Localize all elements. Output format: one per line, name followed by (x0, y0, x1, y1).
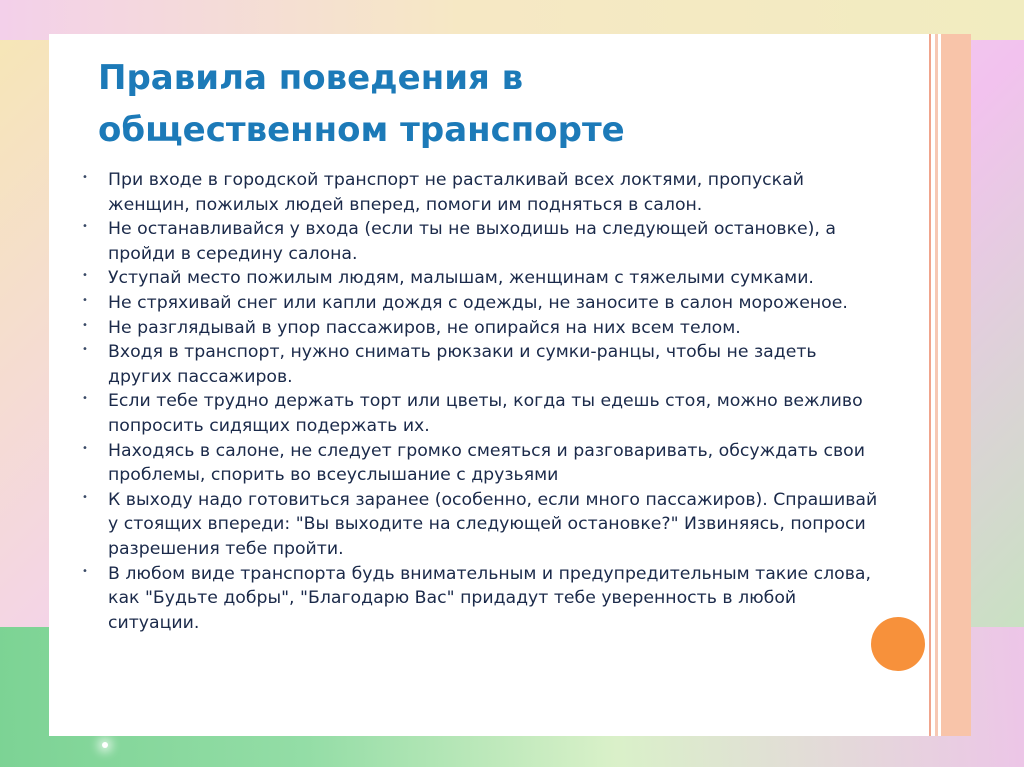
rule-item (82, 266, 882, 291)
rule-text: Если тебе трудно держать торт или цветы, когда ты едешь стоя, можно вежливо попросить сидящих подержать их. (108, 391, 863, 436)
slide-title-line: Правила поведения в (98, 58, 524, 98)
rule-item (82, 562, 882, 636)
rule-text: Уступай место пожилым людям, малышам, женщинам с тяжелыми сумками. (108, 268, 814, 289)
dot-icon: • (82, 294, 88, 306)
rule-item (82, 168, 882, 217)
rule-text: Не стряхивай снег или капли дождя с одежды, не заносите в салон мороженое. (108, 292, 848, 313)
rule-item (82, 316, 882, 341)
rule-item (82, 340, 882, 389)
rule-text: Входя в транспорт, нужно снимать рюкзаки и сумки-ранцы, чтобы не задеть других пассажиров. (108, 342, 817, 387)
slide-border-stripe (929, 34, 931, 736)
slide-title (98, 52, 858, 156)
rule-text: Находясь в салоне, не следует громко смеяться и разговаривать, обсуждать свои проблемы, спорить во всеуслышание с друзьями (108, 440, 865, 486)
dot-icon: • (82, 491, 88, 503)
rule-item (82, 389, 882, 438)
slide-title-line: общественном транспорте (98, 110, 625, 150)
rule-text: Не останавливайся у входа (если ты не выходишь на следующей остановке), а пройди в середину салона. (108, 219, 836, 264)
dot-icon: • (82, 270, 88, 282)
rule-text: При входе в городской транспорт не расталкивай всех локтями, пропускай женщин, пожилых людей вперед, помоги им подняться в салон. (108, 170, 804, 215)
dot-icon: • (82, 221, 88, 233)
rule-item (82, 439, 882, 488)
dot-icon: • (82, 393, 88, 405)
dot-icon: • (82, 565, 88, 577)
rule-text: К выходу надо готовиться заранее (особенно, если много пассажиров). Спрашивай у стоящих впереди: "Вы выходите на следующей остановке?" Извиняясь, попроси разрешения тебе пройти. (108, 489, 878, 559)
dot-icon: • (82, 172, 88, 183)
rule-item (82, 488, 882, 562)
slide-border-band (941, 34, 971, 736)
dot-icon: • (82, 319, 88, 331)
orange-circle-decoration (871, 617, 925, 671)
rule-item (82, 217, 882, 266)
dot-icon: • (82, 442, 88, 454)
rules-list (82, 168, 882, 635)
sparkle-decoration (102, 742, 108, 748)
rule-text: В любом виде транспорта будь внимательным и предупредительным такие слова, как "Будьте добры", "Благодарю Вас" придадут тебе уверенность в любой ситуации. (108, 563, 871, 633)
rule-text: Не разглядывай в упор пассажиров, не опирайся на них всем телом. (108, 317, 741, 338)
rule-item (82, 291, 882, 316)
dot-icon: • (82, 344, 88, 356)
slide-border-stripe (935, 34, 938, 736)
